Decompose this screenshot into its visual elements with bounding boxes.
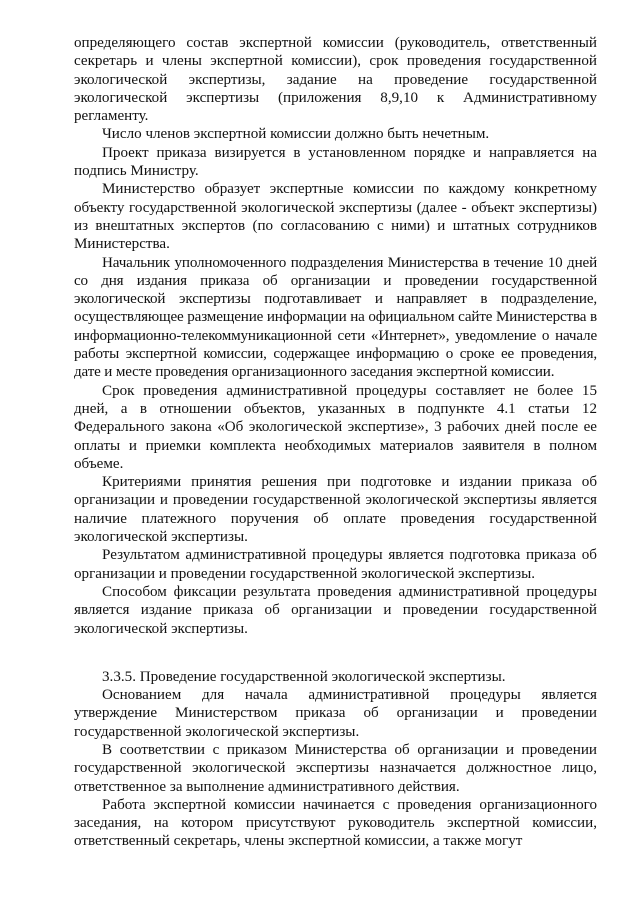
- paragraph-procedure-result: Результатом административной процедуры является подготовка приказа об организации и проведении государственной экологической экспертизы.: [74, 547, 597, 582]
- section-heading-3-3-5: 3.3.5. Проведение государственной экологической экспертизы.: [102, 668, 506, 685]
- paragraph-commission-work: Работа экспертной комиссии начинается с проведения организационного заседания, на котором присутствуют руководитель экспертной комиссии, ответственный секретарь, члены экспертной комиссии, а также могут: [74, 796, 597, 850]
- paragraph-procedure-basis: Основанием для начала административной процедуры является утверждение Министерством приказа об организации и проведении государственной экологической экспертизы.: [74, 687, 597, 740]
- paragraph-responsible-official: В соответствии с приказом Министерства об организации и проведении государственной экологической экспертизы назначается должностное лицо, ответственное за выполнение административного действия.: [74, 741, 597, 795]
- paragraph-commission-formation: Министерство образует экспертные комиссии по каждому конкретному объекту государственной экологической экспертизы (далее - объект экспертизы) из внештатных экспертов (по согласованию с ними) и штатных сотрудников Министерства.: [74, 181, 597, 253]
- paragraph-result-fixation: Способом фиксации результата проведения административной процедуры является издание приказа об организации и проведении государственной экологической экспертизы.: [74, 583, 597, 637]
- paragraph-notification: Начальник уполномоченного подразделения Министерства в течение 10 дней со дня издания приказа об организации и проведении государственной экологической экспертизы подготавливает и направляет в подразделение, осуществляющее размещение информации на официальном сайте Министерства в информационно-телекоммуникационной сети «Интернет», уведомление о начале работы экспертной комиссии, содержащее информацию о сроке ее проведения, дате и месте проведения организационного заседания экспертной комиссии.: [74, 254, 597, 381]
- paragraph-decision-criteria: Критериями принятия решения при подготовке и издании приказа об организации и проведении государственной экологической экспертизы является наличие платежного поручения об оплате проведения государственной экологической экспертизы.: [74, 474, 597, 546]
- paragraph-continuation: определяющего состав экспертной комиссии (руководитель, ответственный секретарь и члены экспертной комиссии), срок проведения государственной экологической экспертизы, задание на проведение государственной экологической экспертизы (приложения 8,9,10 к Административному регламенту.: [74, 35, 597, 125]
- paragraph-commission-count: Число членов экспертной комиссии должно быть нечетным.: [102, 126, 490, 143]
- document-page: [74, 34, 597, 851]
- paragraph-order-draft: Проект приказа визируется в установленном порядке и направляется на подпись Министру.: [74, 144, 597, 180]
- paragraph-procedure-term: Срок проведения административной процедуры составляет не более 15 дней, а в отношении объектов, указанных в подпункте 4.1 статьи 12 Федерального закона «Об экологической экспертизе», 3 рабочих дней после ее оплаты и приемки комплекта необходимых материалов заявителя в полном объеме.: [74, 382, 597, 472]
